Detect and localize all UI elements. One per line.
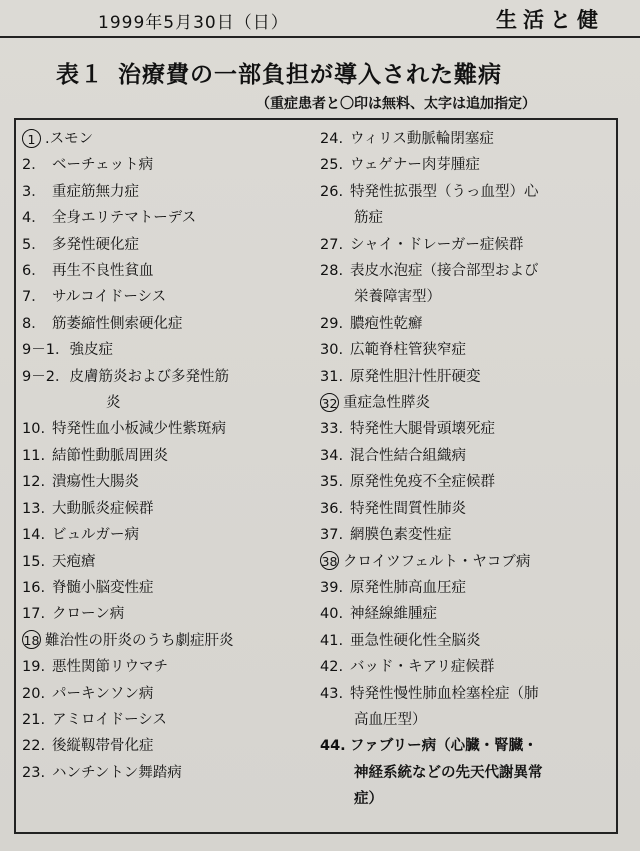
item-number: 21.	[22, 711, 46, 728]
disease-name: 原発性胆汁性肝硬変	[350, 368, 481, 385]
disease-item	[22, 496, 322, 522]
disease-item	[22, 760, 322, 786]
disease-name: バッド・キアリ症候群	[350, 659, 495, 676]
item-number: 44.	[320, 738, 346, 755]
disease-name: 広範脊柱管狭窄症	[350, 342, 466, 359]
disease-name: ファブリー病（心臓・腎臓・	[350, 738, 538, 755]
item-number: 17.	[22, 606, 46, 623]
disease-name: クロイツフェルト・ヤコブ病	[343, 553, 531, 570]
item-number: 28.	[320, 263, 344, 280]
disease-item	[320, 681, 616, 734]
disease-item	[320, 628, 616, 654]
disease-name: 強皮症	[69, 342, 113, 359]
disease-name: 特発性大腿骨頭壊死症	[350, 421, 495, 438]
right-column	[320, 126, 616, 813]
disease-name: 原発性肺高血圧症	[350, 579, 466, 596]
disease-name: 悪性関節リウマチ	[52, 659, 168, 676]
disease-name-continued: 高血圧型）	[354, 711, 427, 728]
table-note: （重症患者と〇印は無料、太字は追加指定）	[256, 96, 536, 112]
item-number: 31.	[320, 368, 344, 385]
item-number: 37.	[320, 527, 344, 544]
item-number: 4．	[22, 210, 46, 227]
item-number: 26.	[320, 183, 344, 200]
disease-item	[22, 628, 322, 654]
disease-item	[320, 601, 616, 627]
disease-name: 表皮水泡症（接合部型および	[350, 263, 539, 280]
disease-name: ビュルガー病	[52, 527, 139, 544]
table-title-text: 治療費の一部負担が導入された難病	[118, 62, 502, 88]
item-number: 2．	[22, 157, 46, 174]
disease-name: .スモン	[45, 131, 94, 147]
disease-name: 神経線維腫症	[350, 606, 437, 623]
item-number: 40.	[320, 606, 344, 623]
disease-name: 結節性動脈周囲炎	[52, 447, 168, 464]
disease-name: 後縦靱帯骨化症	[52, 738, 154, 755]
disease-name: ウェゲナー肉芽腫症	[350, 157, 480, 174]
disease-name: 特発性間質性肺炎	[350, 500, 466, 517]
item-number: 19.	[22, 659, 46, 676]
disease-name-continued: 神経系統などの先天代謝異常	[354, 764, 543, 781]
disease-name: 特発性拡張型（うっ血型）心	[350, 183, 539, 200]
disease-name: 大動脈炎症候群	[52, 500, 154, 517]
disease-name: 皮膚筋炎および多発性筋	[69, 368, 229, 385]
disease-item	[22, 337, 322, 363]
disease-item	[22, 232, 322, 258]
disease-item	[22, 126, 322, 152]
disease-name: 潰瘍性大腸炎	[52, 474, 139, 491]
item-number: 5．	[22, 236, 46, 253]
disease-item	[320, 522, 616, 548]
table-number: 表１	[56, 62, 104, 88]
disease-item	[22, 258, 322, 284]
disease-name: 脊髄小脳変性症	[52, 579, 154, 596]
disease-item	[320, 364, 616, 390]
disease-item	[22, 681, 322, 707]
item-number: 34.	[320, 447, 344, 464]
item-number: 42.	[320, 659, 344, 676]
item-number: 11.	[22, 447, 46, 464]
disease-item	[22, 733, 322, 759]
disease-name: 筋萎縮性側索硬化症	[52, 315, 183, 332]
disease-item	[320, 469, 616, 495]
left-column	[22, 126, 322, 786]
item-number: 27.	[320, 236, 344, 253]
disease-item	[22, 152, 322, 178]
disease-item	[320, 390, 616, 416]
disease-name: 原発性免疫不全症候群	[350, 474, 495, 491]
item-number: 23.	[22, 764, 46, 781]
disease-item	[22, 284, 322, 310]
disease-name: アミロイドーシス	[52, 711, 167, 728]
disease-item	[22, 654, 322, 680]
item-number: 33.	[320, 421, 344, 438]
circled-number: 18	[22, 630, 41, 649]
disease-item	[22, 522, 322, 548]
disease-item	[320, 549, 616, 575]
disease-item	[22, 575, 322, 601]
disease-item	[22, 364, 322, 417]
item-number: 8．	[22, 315, 46, 332]
disease-name: 再生不良性貧血	[52, 263, 154, 280]
disease-name: 重症急性膵炎	[343, 395, 430, 412]
item-number: 36.	[320, 500, 344, 517]
disease-name-continued: 筋症	[354, 210, 383, 227]
circled-number: 32	[320, 393, 339, 412]
item-number: 16.	[22, 579, 46, 596]
disease-name: 特発性血小板減少性紫斑病	[52, 421, 226, 438]
item-number: 13.	[22, 500, 46, 517]
circled-number: 38	[320, 551, 339, 570]
disease-name-continued: 炎	[106, 395, 121, 412]
item-number: 9－1．	[22, 342, 70, 359]
disease-name: ベーチェット病	[52, 157, 154, 174]
header-date: 1999年5月30日（日）	[98, 13, 289, 33]
disease-name: 天疱瘡	[52, 553, 96, 570]
item-number: 9－2．	[22, 368, 70, 385]
disease-name: 全身エリテマトーデス	[52, 210, 197, 227]
disease-name: 混合性結合組織病	[350, 447, 466, 464]
disease-name: クローン病	[52, 606, 125, 623]
disease-name: 膿疱性乾癬	[350, 315, 423, 332]
item-number: 30.	[320, 342, 344, 359]
item-number: 14.	[22, 527, 46, 544]
item-number: 20.	[22, 685, 46, 702]
disease-name: ウィリス動脈輪閉塞症	[350, 131, 494, 147]
disease-item	[22, 707, 322, 733]
disease-item	[320, 443, 616, 469]
disease-item	[320, 654, 616, 680]
disease-name: 特発性慢性肺血栓塞栓症（肺	[350, 685, 539, 702]
disease-item	[320, 126, 616, 152]
page-header	[0, 0, 640, 38]
disease-item	[22, 179, 322, 205]
disease-name: 多発性硬化症	[52, 236, 139, 253]
disease-item	[320, 337, 616, 363]
item-number: 12.	[22, 474, 46, 491]
item-number: 6．	[22, 263, 46, 280]
table-title	[56, 56, 502, 89]
item-number: 24.	[320, 131, 344, 147]
disease-name: シャイ・ドレーガー症候群	[350, 236, 524, 253]
item-number: 3．	[22, 183, 46, 200]
item-number: 25.	[320, 157, 344, 174]
disease-item	[320, 733, 616, 812]
disease-name: 重症筋無力症	[52, 183, 139, 200]
disease-item	[22, 416, 322, 442]
disease-item	[320, 575, 616, 601]
disease-name: 網膜色素変性症	[350, 527, 452, 544]
disease-item	[320, 496, 616, 522]
disease-item	[320, 416, 616, 442]
item-number: 7．	[22, 289, 46, 306]
disease-name: 難治性の肝炎のうち劇症肝炎	[45, 632, 234, 649]
disease-item	[22, 443, 322, 469]
disease-item	[320, 152, 616, 178]
disease-name: パーキンソン病	[52, 685, 154, 702]
item-number: 39.	[320, 579, 344, 596]
disease-name-continued: 栄養障害型）	[354, 289, 441, 306]
disease-item	[22, 601, 322, 627]
disease-item	[22, 205, 322, 231]
header-section: 生活と健	[496, 8, 604, 32]
item-number: 15.	[22, 553, 46, 570]
item-number: 41.	[320, 632, 344, 649]
disease-name: 亜急性硬化性全脳炎	[350, 632, 481, 649]
disease-item	[320, 258, 616, 311]
disease-item	[320, 311, 616, 337]
disease-item	[22, 311, 322, 337]
disease-item	[22, 469, 322, 495]
item-number: 22.	[22, 738, 46, 755]
item-number: 10.	[22, 421, 46, 438]
disease-item	[22, 549, 322, 575]
item-number: 29.	[320, 315, 344, 332]
disease-name: サルコイドーシス	[52, 289, 167, 306]
item-number: 35.	[320, 474, 344, 491]
disease-item	[320, 232, 616, 258]
disease-item	[320, 179, 616, 232]
disease-table	[14, 118, 618, 834]
circled-number: 1	[22, 129, 41, 148]
disease-name-continued: 症）	[354, 791, 383, 808]
item-number: 43.	[320, 685, 344, 702]
disease-name: ハンチントン舞踏病	[52, 764, 182, 781]
